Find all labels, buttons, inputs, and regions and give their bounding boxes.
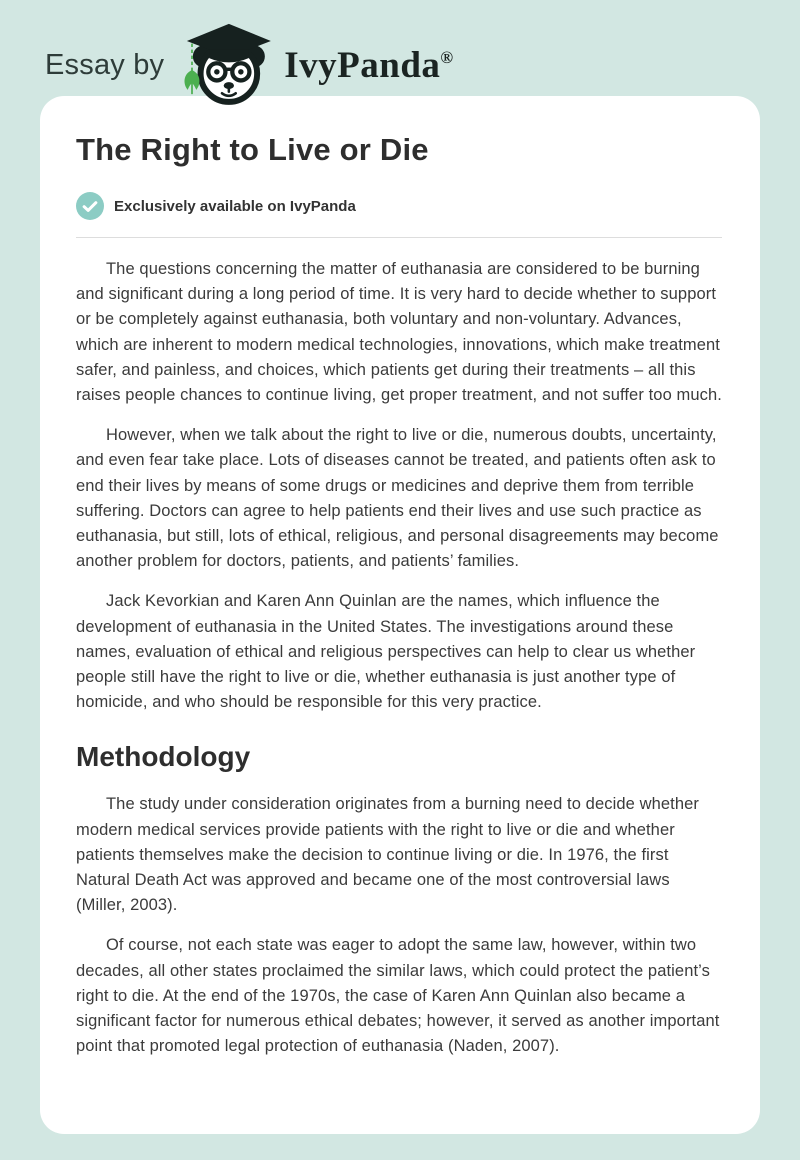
checkmark-icon (76, 192, 104, 220)
essay-title: The Right to Live or Die (76, 132, 429, 167)
ivypanda-logo[interactable] (180, 22, 453, 108)
panda-graduation-cap-icon (180, 22, 276, 108)
essay-paragraph: Of course, not each state was eager to adopt the same law, however, within two decades, all other states proclaimed the similar laws, which could protect the patient’s right to die. At the end of the 1970s, the case of Karen Ann Quinlan also became a significant factor for numerous ethical debates; however, it served as another important point that promoted legal protection of euthanasia (Naden, 2007). (76, 936, 720, 1056)
page-header (0, 0, 800, 96)
section-heading-methodology: Methodology (76, 741, 251, 773)
essay-paragraph: However, when we talk about the right to live or die, numerous doubts, uncertainty, and even fear take place. Lots of diseases cannot be treated, and patients often ask to end their lives by means of some drugs or medicines and deprive them from terrible suffering. Doctors can agree to help patients end their lives and use such practice as euthanasia, but still, lots of ethical, religious, and personal disagreements may become another problem for doctors, patients, and patients’ families. (76, 426, 719, 571)
essay-body (76, 257, 722, 1059)
essay-paragraph: The questions concerning the matter of euthanasia are considered to be burning and significant during a long period of time. It is very hard to decide whether to support or be completely against euthanasia, both voluntary and non-voluntary. Advances, which are inherent to modern medical technologies, innovations, which make treatment safer, and painless, and choices, which patients get during their treatments – all this raises people chances to continue living, get proper treatment, and not suffer too much. (76, 260, 722, 405)
essay-card (40, 96, 760, 1134)
exclusive-badge (76, 192, 722, 220)
divider (76, 237, 722, 238)
registered-mark: ® (440, 47, 454, 67)
essay-paragraph: The study under consideration originates from a burning need to decide whether modern medical services provide patients with the right to live or die and whether patients themselves make the decision to continue living or die. In 1976, the first Natural Death Act was approved and became one of the most controversial laws (Miller, 2003). (76, 795, 699, 915)
essay-by-label: Essay by (45, 48, 165, 81)
exclusive-badge-label: Exclusively available on IvyPanda (114, 197, 356, 215)
brand-name: IvyPanda® (284, 44, 454, 86)
essay-paragraph: Jack Kevorkian and Karen Ann Quinlan are the names, which influence the development of euthanasia in the United States. The investigations around these names, evaluation of ethical and religious perspectives can help to clear us whether people still have the right to live or die, whether euthanasia is just another type of homicide, and who should be responsible for this very practice. (76, 592, 696, 712)
